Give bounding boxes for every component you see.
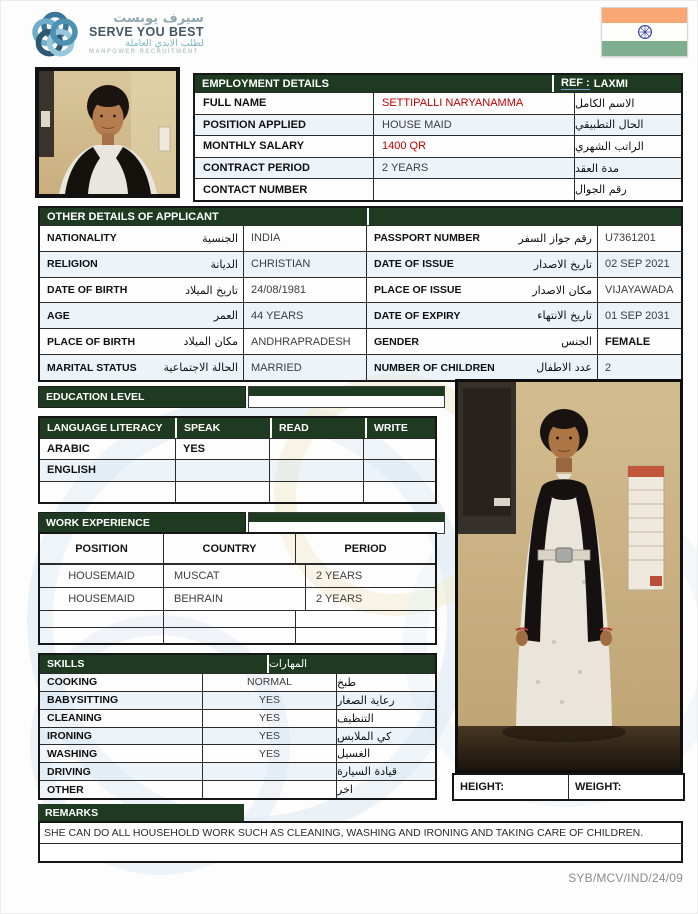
work-experience-table (38, 532, 437, 645)
place-of-issue-label: PLACE OF ISSUE (374, 284, 462, 297)
passport-number-value: U7361201 (605, 232, 656, 245)
other-details-table (38, 206, 683, 382)
monthly-salary-label-arabic: الراتب الشهري (575, 139, 644, 153)
blank-read-value (270, 482, 364, 502)
full-name-value: SETTIPALLI NARYANAMMA (373, 93, 575, 114)
period-header: PERIOD (344, 542, 387, 555)
arabic-read-value (270, 439, 364, 459)
work-1-period: 2 YEARS (316, 570, 363, 582)
work-2-country: BEHRAIN (164, 588, 306, 610)
remarks-empty-row (40, 844, 681, 861)
passport-number-label: PASSPORT NUMBER (374, 232, 480, 245)
agency-logo-text (89, 12, 204, 55)
work-4-position (40, 628, 164, 644)
place-of-birth-label: PLACE OF BIRTH (47, 335, 136, 348)
number-of-children-label: NUMBER OF CHILDREN (374, 361, 495, 374)
work-experience-row-2 (40, 587, 435, 610)
birth-place-gender-row (40, 328, 681, 354)
marital-status-children-row (40, 354, 681, 380)
position-applied-value: HOUSE MAID (373, 115, 575, 136)
religion-value: CHRISTIAN (243, 252, 367, 277)
marital-status-label: MARITAL STATUS (47, 361, 137, 374)
read-header: READ (272, 418, 367, 438)
height-weight-row (452, 773, 685, 801)
work-experience-section (38, 512, 445, 534)
birth-date-issue-place-row (40, 277, 681, 303)
logo-arabic-subtitle: لطلب الايدي العاملة (125, 38, 204, 50)
english-language-row (40, 459, 435, 480)
blank-write-value (364, 482, 435, 502)
ref-badge (554, 75, 681, 92)
work-3-period (296, 611, 435, 627)
washing-label: WASHING (40, 745, 203, 762)
contract-period-label: CONTRACT PERIOD (203, 162, 310, 175)
ironing-label-arabic: كي الملابس (337, 729, 392, 743)
arabic-language-label: ARABIC (40, 439, 176, 459)
marital-status-label-arabic: الحالة الاجتماعية (163, 361, 238, 375)
work-2-period: 2 YEARS (316, 593, 363, 605)
marital-status-value: MARRIED (243, 355, 367, 380)
contract-period-label-arabic: مدة العقد (575, 161, 619, 175)
number-of-children-label-arabic: عدد الاطفال (536, 361, 592, 375)
date-of-issue-label-arabic: تاريخ الاصدار (533, 257, 592, 271)
ironing-row (40, 727, 435, 745)
work-experience-blank-row (40, 610, 435, 627)
position-applied-row (195, 114, 681, 136)
monthly-salary-row (195, 135, 681, 157)
date-of-expiry-label-arabic: تاريخ الانتهاء (537, 309, 592, 323)
age-label-arabic: العمر (213, 309, 238, 323)
skills-header-row (40, 655, 435, 674)
contact-number-row (195, 178, 681, 200)
other-details-header-spacer (369, 208, 681, 225)
other-skill-label: OTHER (40, 781, 203, 798)
blank-language-label (40, 482, 176, 502)
height-label: HEIGHT: (454, 775, 569, 799)
position-header: POSITION (40, 534, 164, 563)
cleaning-row (40, 709, 435, 727)
employment-details-header-row (195, 75, 681, 93)
age-label: AGE (47, 309, 70, 322)
washing-value: YES (203, 745, 337, 762)
skills-title: SKILLS (40, 655, 269, 673)
language-literacy-header-row (40, 418, 435, 439)
logo-arabic-title: سيرف يوبست (113, 11, 204, 27)
other-skill-label-arabic: اخر (337, 783, 353, 797)
work-3-position (40, 611, 164, 627)
cooking-row (40, 674, 435, 691)
work-1-position: HOUSEMAID (40, 565, 164, 587)
monthly-salary-label: MONTHLY SALARY (203, 140, 305, 153)
contact-number-value (373, 179, 575, 200)
english-write-value (364, 460, 435, 480)
employment-details-body (195, 93, 681, 200)
remarks-text: SHE CAN DO ALL HOUSEHOLD WORK SUCH AS CLEANING, WASHING AND IRONING AND TAKING CARE OF CHILDREN. (40, 823, 681, 844)
india-flag (601, 7, 688, 57)
gender-label-arabic: الجنس (561, 335, 592, 349)
date-of-expiry-value: 01 SEP 2031 (605, 309, 670, 322)
cooking-label: COOKING (40, 674, 203, 691)
other-skill-row (40, 780, 435, 798)
work-experience-header-row (40, 534, 435, 564)
logo-title: SERVE YOU BEST (89, 25, 204, 40)
employment-details-title: EMPLOYMENT DETAILS (195, 75, 554, 92)
date-of-issue-label: DATE OF ISSUE (374, 258, 454, 271)
date-of-issue-value: 02 SEP 2021 (605, 258, 670, 271)
cleaning-value: YES (203, 710, 337, 727)
date-of-birth-label: DATE OF BIRTH (47, 284, 128, 297)
ironing-value: YES (203, 728, 337, 745)
cooking-value: NORMAL (203, 674, 337, 691)
contact-number-label: CONTACT NUMBER (203, 183, 308, 196)
flag-green-stripe (602, 41, 687, 56)
driving-value (203, 763, 337, 780)
education-level-empty-cell (248, 386, 445, 408)
full-name-row (195, 93, 681, 114)
position-applied-label-arabic: الحال التطبيقي (575, 118, 644, 132)
cooking-label-arabic: طبخ (337, 675, 357, 689)
applicant-photo-headshot (35, 67, 180, 198)
language-literacy-header: LANGUAGE LITERACY (40, 418, 177, 438)
nationality-passport-row (40, 226, 681, 251)
blank-speak-value (176, 482, 270, 502)
remarks-box (38, 821, 683, 863)
babysitting-label: BABYSITTING (40, 692, 203, 709)
education-level-section (38, 386, 445, 408)
place-of-birth-value: ANDHRAPRADESH (243, 329, 367, 354)
skills-title-arabic: المهارات (269, 658, 308, 670)
number-of-children-value: 2 (605, 361, 612, 374)
arabic-write-value (364, 439, 435, 459)
passport-number-label-arabic: رقم جواز السفر (518, 231, 592, 245)
skills-body (40, 674, 435, 798)
contract-period-value: 2 YEARS (373, 158, 575, 179)
speak-header: SPEAK (177, 418, 272, 438)
remarks-title: REMARKS (38, 804, 244, 821)
skills-table (38, 653, 437, 800)
driving-label: DRIVING (40, 763, 203, 780)
ashoka-chakra-icon (636, 23, 654, 41)
date-of-birth-label-arabic: تاريخ الميلاد (185, 283, 238, 297)
work-experience-title: WORK EXPERIENCE (38, 512, 246, 534)
date-of-expiry-label: DATE OF EXPIRY (374, 309, 461, 322)
ref-label: REF : (561, 77, 590, 89)
contact-number-label-arabic: رقم الجوال (575, 183, 627, 197)
driving-row (40, 762, 435, 780)
other-details-body (40, 226, 681, 380)
nationality-label-arabic: الجنسية (202, 231, 238, 245)
religion-label: RELIGION (47, 258, 98, 271)
religion-label-arabic: الديانة (210, 257, 238, 271)
education-level-title: EDUCATION LEVEL (38, 386, 246, 408)
contract-period-row (195, 157, 681, 179)
work-experience-row-1 (40, 564, 435, 587)
english-language-label: ENGLISH (40, 460, 176, 480)
flag-white-stripe (602, 23, 687, 41)
other-skill-value (203, 781, 337, 798)
work-1-country: MUSCAT (164, 565, 306, 587)
other-details-title: OTHER DETAILS OF APPLICANT (40, 208, 369, 225)
english-speak-value (176, 460, 270, 480)
work-experience-empty-cell (248, 512, 445, 534)
applicant-photo-fullbody (455, 379, 683, 773)
ironing-label: IRONING (40, 728, 203, 745)
place-of-issue-value: VIJAYAWADA (605, 284, 674, 297)
age-expiry-date-row (40, 302, 681, 328)
religion-issue-date-row (40, 251, 681, 277)
other-details-header-row (40, 208, 681, 226)
arabic-speak-value: YES (176, 439, 270, 459)
place-of-issue-label-arabic: مكان الاصدار (532, 283, 592, 297)
place-of-birth-label-arabic: مكان الميلاد (183, 335, 238, 349)
work-4-country (164, 628, 296, 644)
nationality-value: INDIA (243, 226, 367, 251)
washing-row (40, 744, 435, 762)
babysitting-row (40, 691, 435, 709)
babysitting-label-arabic: رعاية الصغار (337, 693, 395, 707)
country-header: COUNTRY (164, 534, 296, 563)
document-reference-code: SYB/MCV/IND/24/09 (568, 871, 683, 885)
gender-label: GENDER (374, 335, 419, 348)
washing-label-arabic: الغسيل (337, 747, 371, 761)
work-experience-blank-row (40, 627, 435, 644)
driving-label-arabic: قيادة السيارة (337, 765, 398, 779)
knot-logo-icon (28, 6, 82, 62)
english-read-value (270, 460, 364, 480)
flag-saffron-stripe (602, 8, 687, 23)
write-header: WRITE (374, 422, 408, 434)
ref-value: LAXMI (593, 77, 628, 90)
full-name-label: FULL NAME (203, 97, 267, 110)
weight-label: WEIGHT: (575, 781, 622, 793)
language-literacy-table (38, 416, 437, 504)
work-4-period (296, 628, 435, 644)
monthly-salary-value: 1400 QR (373, 136, 575, 157)
gender-value: FEMALE (605, 335, 651, 348)
work-3-country (164, 611, 296, 627)
employment-details-table (193, 73, 683, 202)
date-of-birth-value: 24/08/1981 (243, 278, 367, 303)
babysitting-value: YES (203, 692, 337, 709)
full-name-label-arabic: الاسم الكامل (575, 96, 635, 110)
cleaning-label-arabic: التنظيف (337, 711, 374, 725)
age-value: 44 YEARS (243, 303, 367, 328)
nationality-label: NATIONALITY (47, 232, 117, 245)
language-literacy-body (40, 439, 435, 502)
cleaning-label: CLEANING (40, 710, 203, 727)
logo-subtitle: MANPOWER RECRUITMENT (89, 49, 199, 56)
agency-logo (28, 6, 204, 62)
arabic-language-row (40, 439, 435, 459)
work-2-position: HOUSEMAID (40, 588, 164, 610)
position-applied-label: POSITION APPLIED (203, 118, 306, 131)
blank-language-row (40, 481, 435, 502)
